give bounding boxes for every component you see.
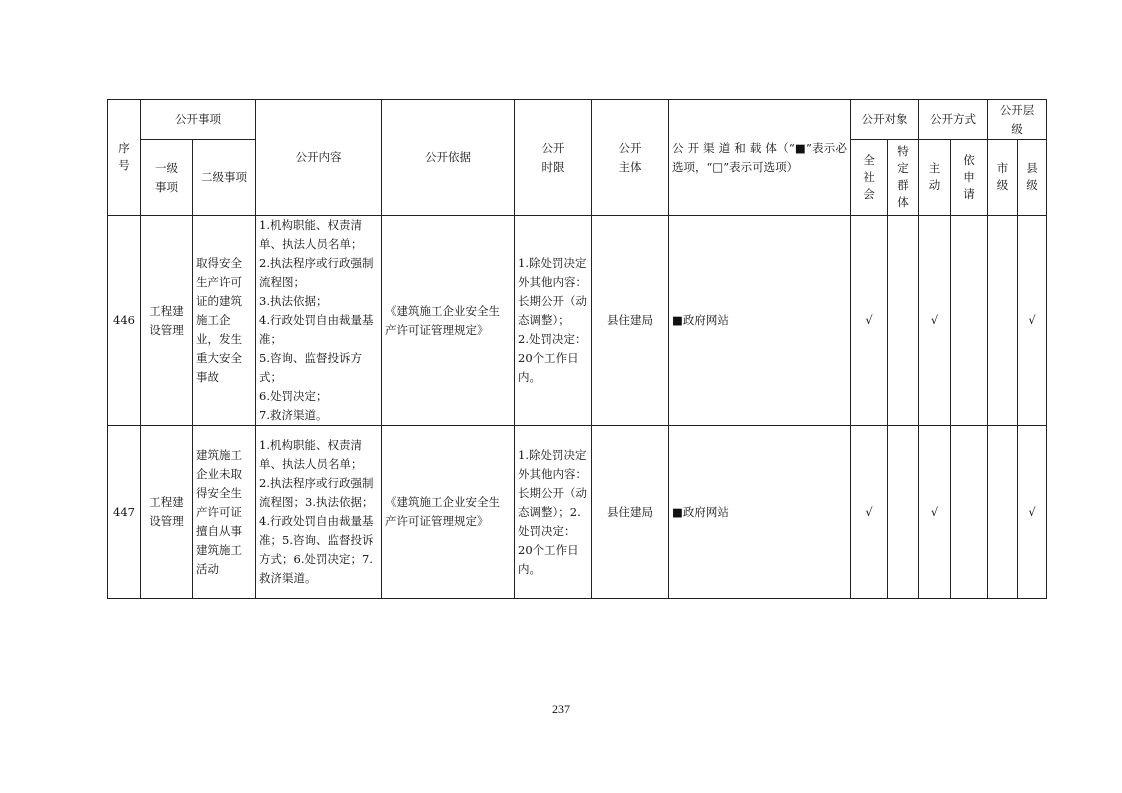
header-level2: 二级事项: [193, 140, 256, 216]
header-method-active: 主动: [919, 140, 951, 216]
header-method: 公开方式: [919, 100, 988, 140]
row-content: 1.机构职能、权责清单、执法人员名单； 2.执法程序或行政强制流程图； 3.执法依据； 4.行政处罚自由裁量基准； 5.咨询、监督投诉方式； 6.处罚决定； 7.救济渠道。: [256, 216, 382, 426]
row-target-all: √: [851, 216, 888, 426]
header-tier-city: 市级: [988, 140, 1018, 216]
row-tier-city: [988, 216, 1018, 426]
header-level1: 一级事项: [141, 140, 193, 216]
header-target-group: 特定群体: [888, 140, 919, 216]
row-method-apply: [951, 426, 988, 599]
row-level1: 工程建设管理: [141, 216, 193, 426]
header-basis: 公开依据: [382, 100, 515, 216]
header-tier: 公开层级: [988, 100, 1047, 140]
header-target-all: 全社会: [851, 140, 888, 216]
row-basis: 《建筑施工企业安全生产许可证管理规定》: [382, 216, 515, 426]
row-basis: 《建筑施工企业安全生产许可证管理规定》: [382, 426, 515, 599]
header-matter: 公开事项: [141, 100, 256, 140]
row-method-active: √: [919, 426, 951, 599]
row-method-apply: [951, 216, 988, 426]
header-seq: 序号: [108, 100, 141, 216]
row-time-limit: 1.除处罚决定外其他内容：长期公开（动态调整）；2.处罚决定：20个工作日内。: [515, 426, 592, 599]
row-tier-county: √: [1018, 426, 1047, 599]
disclosure-table: [107, 99, 1047, 599]
header-tier-county: 县级: [1018, 140, 1047, 216]
header-row-1: [108, 100, 1047, 140]
row-level2: 取得安全生产许可证的建筑施工企业，发生重大安全事故: [193, 216, 256, 426]
table-row: [108, 216, 1047, 426]
row-target-group: [888, 216, 919, 426]
header-method-apply: 依申请: [951, 140, 988, 216]
page-number: 237: [552, 702, 570, 716]
row-level2: 建筑施工企业未取得安全生产许可证擅自从事建筑施工活动: [193, 426, 256, 599]
row-channel: ■政府网站: [669, 216, 851, 426]
row-seq: 446: [108, 216, 141, 426]
row-subject: 县住建局: [592, 216, 669, 426]
row-tier-city: [988, 426, 1018, 599]
row-subject: 县住建局: [592, 426, 669, 599]
row-seq: 447: [108, 426, 141, 599]
table-row: [108, 426, 1047, 599]
header-subject: 公开主体: [592, 100, 669, 216]
row-time-limit: 1.除处罚决定外其他内容：长期公开（动态调整）； 2.处罚决定：20个工作日内。: [515, 216, 592, 426]
header-channel: 公 开 渠 道 和 载 体（“■”表示必选项，“□”表示可选项）: [669, 100, 851, 216]
row-method-active: √: [919, 216, 951, 426]
row-target-group: [888, 426, 919, 599]
header-time-limit: 公开时限: [515, 100, 592, 216]
header-content: 公开内容: [256, 100, 382, 216]
row-target-all: √: [851, 426, 888, 599]
row-level1: 工程建设管理: [141, 426, 193, 599]
row-content: 1.机构职能、权责清单、执法人员名单； 2.执法程序或行政强制流程图；3.执法依据；4.行政处罚自由裁量基准；5.咨询、监督投诉方式；6.处罚决定；7.救济渠道。: [256, 426, 382, 599]
row-tier-county: √: [1018, 216, 1047, 426]
row-channel: ■政府网站: [669, 426, 851, 599]
header-target: 公开对象: [851, 100, 919, 140]
